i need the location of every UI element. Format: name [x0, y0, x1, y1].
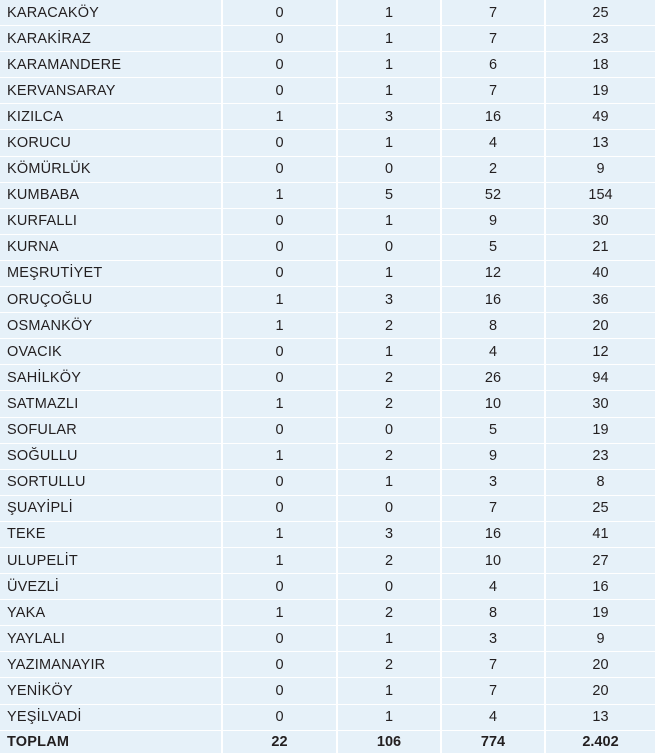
table-row [0, 600, 655, 626]
table-row [0, 417, 655, 443]
value-cell-3: 6 [441, 52, 545, 78]
value-cell-3: 5 [441, 417, 545, 443]
village-name-cell: KARACAKÖY [0, 0, 222, 26]
value-cell-2: 1 [337, 678, 441, 704]
value-cell-4: 94 [545, 365, 655, 391]
table-row [0, 339, 655, 365]
value-cell-4: 13 [545, 704, 655, 730]
table-row [0, 521, 655, 547]
table-row [0, 391, 655, 417]
village-name-cell: ULUPELİT [0, 547, 222, 573]
value-cell-3: 9 [441, 208, 545, 234]
village-name-cell: YENİKÖY [0, 678, 222, 704]
value-cell-4: 21 [545, 234, 655, 260]
total-cell-3: 774 [441, 730, 545, 753]
value-cell-4: 23 [545, 26, 655, 52]
table-row [0, 52, 655, 78]
value-cell-4: 49 [545, 104, 655, 130]
value-cell-1: 0 [222, 417, 337, 443]
value-cell-4: 9 [545, 156, 655, 182]
value-cell-4: 13 [545, 130, 655, 156]
village-name-cell: KARAKİRAZ [0, 26, 222, 52]
value-cell-3: 16 [441, 287, 545, 313]
village-name-cell: KORUCU [0, 130, 222, 156]
value-cell-4: 20 [545, 313, 655, 339]
table-row [0, 234, 655, 260]
table-row [0, 208, 655, 234]
table-row [0, 547, 655, 573]
village-name-cell: TEKE [0, 521, 222, 547]
value-cell-3: 4 [441, 339, 545, 365]
value-cell-2: 2 [337, 365, 441, 391]
value-cell-1: 1 [222, 182, 337, 208]
value-cell-4: 19 [545, 417, 655, 443]
value-cell-4: 154 [545, 182, 655, 208]
table-row [0, 626, 655, 652]
value-cell-4: 19 [545, 78, 655, 104]
table-row [0, 469, 655, 495]
village-name-cell: ÜVEZLİ [0, 574, 222, 600]
value-cell-3: 8 [441, 313, 545, 339]
table-row [0, 26, 655, 52]
table-row [0, 704, 655, 730]
value-cell-2: 0 [337, 156, 441, 182]
value-cell-2: 1 [337, 626, 441, 652]
value-cell-4: 36 [545, 287, 655, 313]
village-name-cell: SAHİLKÖY [0, 365, 222, 391]
value-cell-2: 1 [337, 208, 441, 234]
village-name-cell: KIZILCA [0, 104, 222, 130]
table-row [0, 495, 655, 521]
value-cell-2: 2 [337, 391, 441, 417]
value-cell-1: 0 [222, 469, 337, 495]
value-cell-3: 7 [441, 26, 545, 52]
value-cell-4: 41 [545, 521, 655, 547]
value-cell-3: 12 [441, 260, 545, 286]
value-cell-1: 0 [222, 156, 337, 182]
value-cell-3: 10 [441, 391, 545, 417]
value-cell-3: 4 [441, 704, 545, 730]
value-cell-4: 30 [545, 391, 655, 417]
value-cell-3: 52 [441, 182, 545, 208]
value-cell-2: 2 [337, 547, 441, 573]
value-cell-4: 25 [545, 495, 655, 521]
table-row [0, 365, 655, 391]
value-cell-2: 1 [337, 52, 441, 78]
value-cell-3: 7 [441, 678, 545, 704]
table-row [0, 104, 655, 130]
table-row [0, 156, 655, 182]
value-cell-3: 10 [441, 547, 545, 573]
village-name-cell: KUMBABA [0, 182, 222, 208]
value-cell-3: 7 [441, 0, 545, 26]
value-cell-2: 0 [337, 495, 441, 521]
value-cell-4: 9 [545, 626, 655, 652]
value-cell-2: 3 [337, 521, 441, 547]
value-cell-1: 0 [222, 339, 337, 365]
value-cell-3: 4 [441, 574, 545, 600]
value-cell-2: 1 [337, 130, 441, 156]
table-row [0, 182, 655, 208]
value-cell-1: 0 [222, 130, 337, 156]
value-cell-4: 27 [545, 547, 655, 573]
table-row [0, 443, 655, 469]
value-cell-2: 1 [337, 469, 441, 495]
table-row [0, 313, 655, 339]
village-name-cell: MEŞRUTİYET [0, 260, 222, 286]
value-cell-3: 26 [441, 365, 545, 391]
value-cell-1: 1 [222, 547, 337, 573]
village-name-cell: ŞUAYİPLİ [0, 495, 222, 521]
value-cell-2: 0 [337, 417, 441, 443]
value-cell-1: 1 [222, 287, 337, 313]
value-cell-4: 18 [545, 52, 655, 78]
value-cell-1: 0 [222, 260, 337, 286]
value-cell-1: 1 [222, 521, 337, 547]
village-name-cell: YAZIMANAYIR [0, 652, 222, 678]
value-cell-2: 1 [337, 26, 441, 52]
value-cell-3: 5 [441, 234, 545, 260]
village-name-cell: YEŞİLVADİ [0, 704, 222, 730]
table-row [0, 130, 655, 156]
value-cell-3: 4 [441, 130, 545, 156]
value-cell-2: 1 [337, 78, 441, 104]
value-cell-4: 12 [545, 339, 655, 365]
village-name-cell: KARAMANDERE [0, 52, 222, 78]
value-cell-1: 1 [222, 391, 337, 417]
value-cell-2: 1 [337, 260, 441, 286]
village-name-cell: KURNA [0, 234, 222, 260]
village-name-cell: ORUÇOĞLU [0, 287, 222, 313]
value-cell-2: 2 [337, 313, 441, 339]
value-cell-1: 0 [222, 365, 337, 391]
village-name-cell: KURFALLI [0, 208, 222, 234]
table-row [0, 678, 655, 704]
value-cell-3: 3 [441, 469, 545, 495]
value-cell-4: 30 [545, 208, 655, 234]
value-cell-3: 7 [441, 78, 545, 104]
value-cell-3: 7 [441, 495, 545, 521]
value-cell-4: 19 [545, 600, 655, 626]
total-cell-4: 2.402 [545, 730, 655, 753]
village-name-cell: YAKA [0, 600, 222, 626]
value-cell-3: 16 [441, 104, 545, 130]
table-row [0, 652, 655, 678]
value-cell-2: 1 [337, 704, 441, 730]
table-row [0, 260, 655, 286]
value-cell-4: 25 [545, 0, 655, 26]
table-row [0, 287, 655, 313]
value-cell-1: 0 [222, 678, 337, 704]
value-cell-3: 8 [441, 600, 545, 626]
value-cell-1: 0 [222, 626, 337, 652]
value-cell-1: 0 [222, 704, 337, 730]
value-cell-1: 1 [222, 104, 337, 130]
table-row [0, 0, 655, 26]
village-name-cell: SOĞULLU [0, 443, 222, 469]
value-cell-1: 0 [222, 208, 337, 234]
value-cell-2: 3 [337, 104, 441, 130]
value-cell-4: 8 [545, 469, 655, 495]
value-cell-2: 0 [337, 234, 441, 260]
value-cell-1: 0 [222, 652, 337, 678]
total-cell-2: 106 [337, 730, 441, 753]
village-name-cell: SOFULAR [0, 417, 222, 443]
value-cell-4: 16 [545, 574, 655, 600]
value-cell-2: 1 [337, 339, 441, 365]
village-name-cell: YAYLALI [0, 626, 222, 652]
value-cell-4: 40 [545, 260, 655, 286]
value-cell-1: 1 [222, 600, 337, 626]
value-cell-2: 1 [337, 0, 441, 26]
value-cell-3: 9 [441, 443, 545, 469]
value-cell-2: 2 [337, 600, 441, 626]
total-cell-1: 22 [222, 730, 337, 753]
value-cell-1: 0 [222, 52, 337, 78]
village-name-cell: SATMAZLI [0, 391, 222, 417]
value-cell-1: 0 [222, 0, 337, 26]
value-cell-1: 1 [222, 443, 337, 469]
village-name-cell: KERVANSARAY [0, 78, 222, 104]
value-cell-1: 0 [222, 495, 337, 521]
value-cell-3: 7 [441, 652, 545, 678]
value-cell-2: 2 [337, 652, 441, 678]
value-cell-4: 23 [545, 443, 655, 469]
value-cell-2: 0 [337, 574, 441, 600]
value-cell-1: 1 [222, 313, 337, 339]
total-row [0, 730, 655, 753]
value-cell-2: 3 [337, 287, 441, 313]
value-cell-2: 2 [337, 443, 441, 469]
value-cell-1: 0 [222, 234, 337, 260]
value-cell-1: 0 [222, 26, 337, 52]
table-row [0, 78, 655, 104]
village-name-cell: OSMANKÖY [0, 313, 222, 339]
value-cell-4: 20 [545, 678, 655, 704]
table-row [0, 574, 655, 600]
value-cell-3: 3 [441, 626, 545, 652]
value-cell-3: 16 [441, 521, 545, 547]
value-cell-2: 5 [337, 182, 441, 208]
village-name-cell: OVACIK [0, 339, 222, 365]
value-cell-4: 20 [545, 652, 655, 678]
value-cell-1: 0 [222, 574, 337, 600]
village-name-cell: SORTULLU [0, 469, 222, 495]
value-cell-3: 2 [441, 156, 545, 182]
value-cell-1: 0 [222, 78, 337, 104]
village-name-cell: KÖMÜRLÜK [0, 156, 222, 182]
total-label: TOPLAM [0, 730, 222, 753]
